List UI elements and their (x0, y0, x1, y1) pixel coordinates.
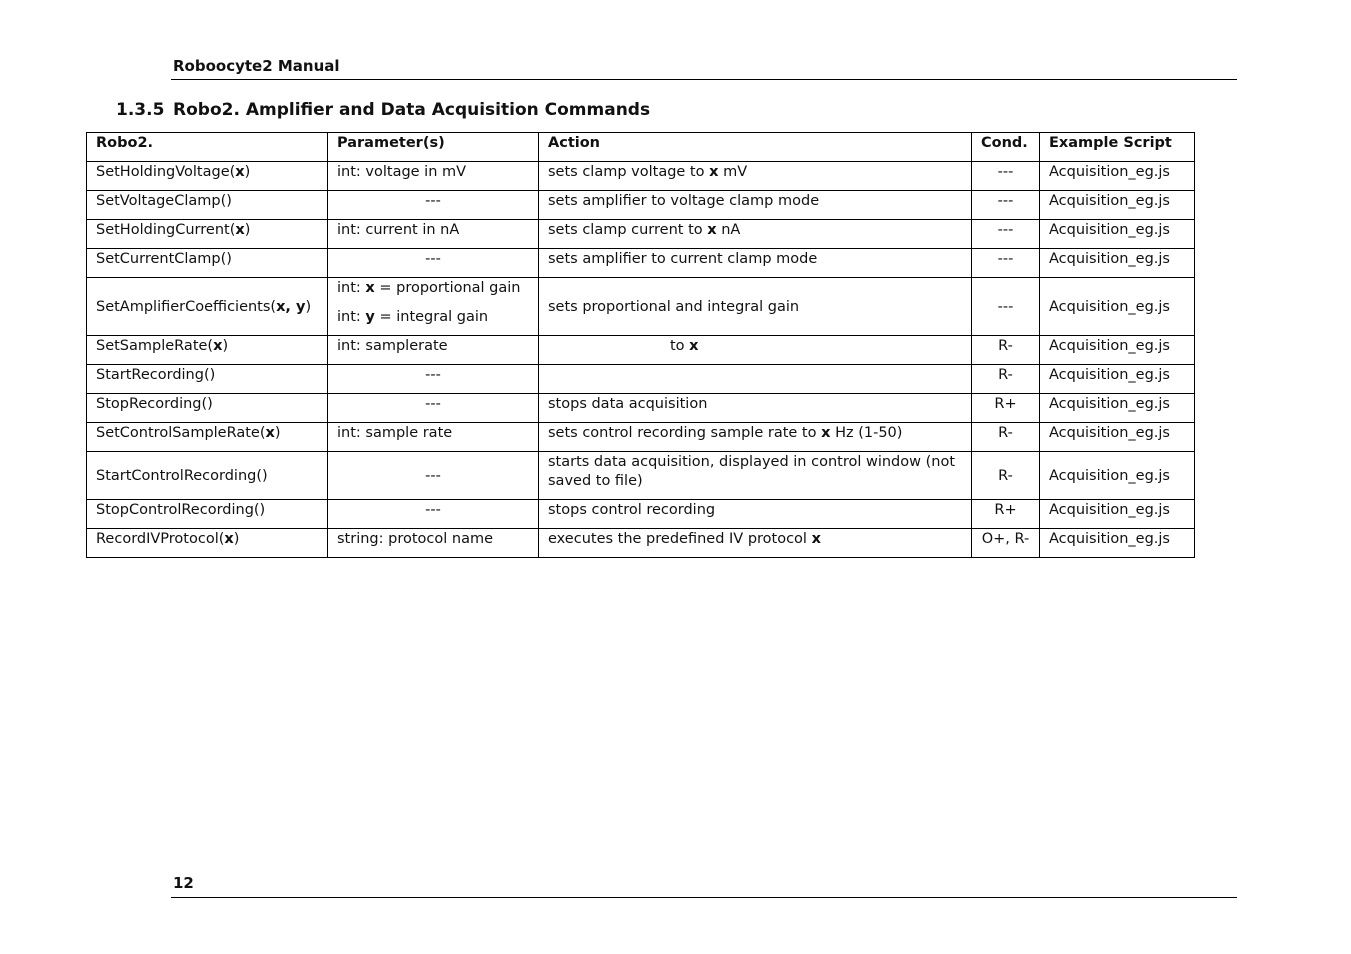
command-text-end: ) (244, 222, 251, 238)
action-text: sets control recording sample rate to (548, 425, 822, 441)
parameter-cell: --- (328, 249, 539, 278)
condition-cell: R+ (972, 500, 1040, 529)
action-cell: sets proportional and integral gain (539, 278, 972, 336)
condition-cell: O+, R- (972, 529, 1040, 558)
section-title: Robo2. Amplifier and Data Acquisition Commands (173, 100, 651, 120)
condition-cell: --- (972, 191, 1040, 220)
command-text-end: ) (274, 425, 281, 441)
command-text: SetHoldingCurrent( (96, 222, 236, 238)
commands-table (86, 132, 1195, 558)
action-cell (539, 365, 972, 394)
param-text-end: = integral gain (374, 309, 489, 325)
example-script-cell: Acquisition_eg.js (1040, 500, 1195, 529)
table-header-row (87, 133, 1195, 162)
page-number: 12 (173, 874, 194, 892)
table-row (87, 336, 1195, 365)
action-arg: x (709, 164, 719, 180)
command-text: SetVoltageClamp() (96, 193, 232, 209)
command-cell (87, 162, 328, 191)
param-arg: y (365, 309, 375, 325)
command-text: SetHoldingVoltage( (96, 164, 236, 180)
header-example-script: Example Script (1040, 133, 1195, 162)
table-row (87, 220, 1195, 249)
table-row (87, 162, 1195, 191)
table-row (87, 452, 1195, 500)
param-text: int: (337, 309, 366, 325)
action-arg: x (811, 531, 821, 547)
command-arg: x (213, 338, 223, 354)
action-arg: x (707, 222, 717, 238)
parameter-cell: --- (328, 365, 539, 394)
parameter-cell: --- (328, 394, 539, 423)
condition-cell: R- (972, 365, 1040, 394)
command-cell (87, 336, 328, 365)
parameter-cell: --- (328, 191, 539, 220)
command-text: SetAmplifierCoefficients( (96, 298, 277, 315)
command-text-end: ) (233, 531, 240, 547)
action-cell (539, 162, 972, 191)
condition-cell: R- (972, 452, 1040, 500)
header-action: Action (539, 133, 972, 162)
header-rule (171, 79, 1237, 80)
parameter-cell: int: samplerate (328, 336, 539, 365)
example-script-cell: Acquisition_eg.js (1040, 191, 1195, 220)
action-text-end: mV (718, 164, 748, 180)
parameter-cell: --- (328, 500, 539, 529)
action-cell: sets amplifier to current clamp mode (539, 249, 972, 278)
command-text: StopControlRecording() (96, 502, 266, 518)
parameter-cell: int: current in nA (328, 220, 539, 249)
action-cell: stops control recording (539, 500, 972, 529)
example-script-cell: Acquisition_eg.js (1040, 249, 1195, 278)
header-parameters: Parameter(s) (328, 133, 539, 162)
table-row (87, 423, 1195, 452)
action-text-end: Hz (1-50) (830, 425, 903, 441)
command-cell (87, 220, 328, 249)
table-row (87, 394, 1195, 423)
command-arg: x (235, 164, 245, 180)
command-text: RecordIVProtocol( (96, 531, 225, 547)
condition-cell: --- (972, 162, 1040, 191)
action-cell (539, 336, 972, 365)
command-text: StartRecording() (96, 367, 216, 383)
action-cell (539, 423, 972, 452)
condition-cell: R+ (972, 394, 1040, 423)
parameter-cell: int: voltage in mV (328, 162, 539, 191)
header-condition: Cond. (972, 133, 1040, 162)
section-heading (116, 100, 650, 120)
condition-cell: R- (972, 423, 1040, 452)
table-row (87, 191, 1195, 220)
command-text-end: ) (305, 298, 312, 315)
action-arg: x (821, 425, 831, 441)
condition-cell: --- (972, 249, 1040, 278)
command-text-end: ) (222, 338, 229, 354)
command-text: StopRecording() (96, 396, 213, 412)
command-arg: x, y (276, 298, 306, 315)
parameter-cell: int: sample rate (328, 423, 539, 452)
parameter-cell: --- (328, 452, 539, 500)
example-script-cell: Acquisition_eg.js (1040, 423, 1195, 452)
command-cell (87, 452, 328, 500)
command-cell (87, 394, 328, 423)
condition-cell: --- (972, 220, 1040, 249)
command-cell (87, 365, 328, 394)
table-row (87, 365, 1195, 394)
parameter-cell: string: protocol name (328, 529, 539, 558)
command-text: SetCurrentClamp() (96, 251, 232, 267)
param-text: int: (337, 280, 366, 296)
parameter-cell (328, 278, 539, 336)
example-script-cell: Acquisition_eg.js (1040, 278, 1195, 336)
action-cell: sets amplifier to voltage clamp mode (539, 191, 972, 220)
table-row (87, 500, 1195, 529)
action-text-end: nA (716, 222, 741, 238)
header-command: Robo2. (87, 133, 328, 162)
action-cell (539, 529, 972, 558)
param-text-end: = proportional gain (374, 280, 521, 296)
table-row (87, 249, 1195, 278)
param-arg: x (365, 280, 375, 296)
parameter-line-2 (337, 308, 529, 327)
condition-cell: R- (972, 336, 1040, 365)
action-text: to (670, 338, 690, 354)
parameter-line-1 (337, 280, 521, 296)
action-cell: starts data acquisition, displayed in control window (not saved to file) (539, 452, 972, 500)
command-cell (87, 423, 328, 452)
command-text-end: ) (244, 164, 251, 180)
command-cell (87, 249, 328, 278)
section-number: 1.3.5 (116, 100, 165, 120)
example-script-cell: Acquisition_eg.js (1040, 162, 1195, 191)
example-script-cell: Acquisition_eg.js (1040, 529, 1195, 558)
footer-rule (171, 897, 1237, 898)
example-script-cell: Acquisition_eg.js (1040, 220, 1195, 249)
action-cell: stops data acquisition (539, 394, 972, 423)
condition-cell: --- (972, 278, 1040, 336)
command-arg: x (224, 531, 234, 547)
command-cell (87, 191, 328, 220)
action-text-wrap (548, 337, 699, 356)
command-cell (87, 278, 328, 336)
table-row (87, 529, 1195, 558)
running-header-title: Roboocyte2 Manual (173, 57, 340, 75)
example-script-cell: Acquisition_eg.js (1040, 394, 1195, 423)
command-cell (87, 500, 328, 529)
command-arg: x (265, 425, 275, 441)
command-cell (87, 529, 328, 558)
command-text: SetSampleRate( (96, 338, 214, 354)
command-text: StartControlRecording() (96, 467, 268, 484)
example-script-cell: Acquisition_eg.js (1040, 452, 1195, 500)
table-row (87, 278, 1195, 336)
example-script-cell: Acquisition_eg.js (1040, 365, 1195, 394)
action-cell (539, 220, 972, 249)
example-script-cell: Acquisition_eg.js (1040, 336, 1195, 365)
action-text: sets clamp current to (548, 222, 708, 238)
command-arg: x (235, 222, 245, 238)
action-arg: x (689, 338, 699, 354)
command-text: SetControlSampleRate( (96, 425, 266, 441)
action-text: executes the predefined IV protocol (548, 531, 812, 547)
action-text: sets clamp voltage to (548, 164, 710, 180)
